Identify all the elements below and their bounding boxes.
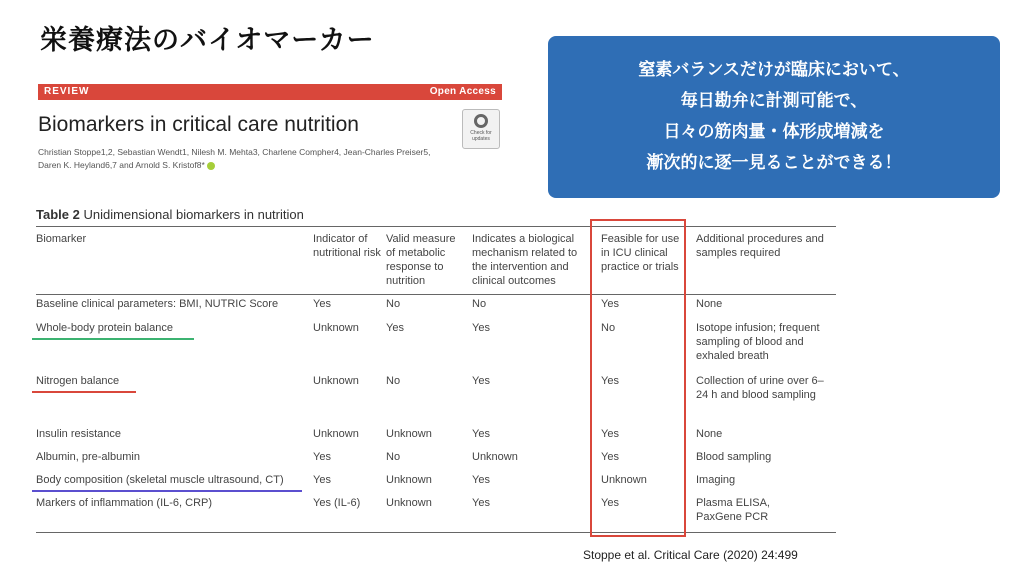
row-2-mechanism: Yes [472, 375, 490, 387]
row-0-metabolic: No [386, 298, 401, 310]
row-6-risk: Yes (IL-6) [313, 497, 361, 509]
row-4-biomarker: Albumin, pre-albumin [36, 451, 140, 463]
row-0-mechanism: No [472, 298, 487, 310]
row-2-risk: Unknown [313, 375, 359, 387]
table-caption [36, 207, 304, 222]
citation: Stoppe et al. Critical Care (2020) 24:499 [583, 548, 798, 562]
authors-line-2: Daren K. Heyland6,7 and Arnold S. Kristof8* [38, 160, 205, 170]
row-3-mechanism: Yes [472, 428, 490, 440]
article-title: Biomarkers in critical care nutrition [38, 113, 359, 136]
row-2-biomarker: Nitrogen balance [36, 375, 120, 387]
row-6-metabolic: Unknown [386, 497, 432, 509]
row-5-procedures: Imaging [696, 474, 736, 486]
authors-line-1: Christian Stoppe1,2, Sebastian Wendt1, Nilesh M. Mehta3, Charlene Compher4, Jean-Charles Preiser5, [38, 147, 431, 157]
row-3-procedures: None [696, 428, 723, 440]
update-ring-icon [474, 114, 488, 128]
row-2-metabolic: No [386, 375, 401, 387]
row-1-procedures: Isotope infusion; frequent sampling of blood and exhaled breath [696, 322, 820, 362]
row-5-biomarker: Body composition (skeletal muscle ultrasound, CT) [36, 474, 284, 486]
row-0-feasible: Yes [601, 298, 619, 310]
review-label: REVIEW [44, 86, 90, 97]
row-0-procedures: None [696, 298, 723, 310]
open-access-label: Open Access [429, 86, 496, 97]
row-1-mechanism: Yes [472, 322, 490, 334]
row-3-feasible: Yes [601, 428, 619, 440]
header-feasible-icu: Feasible for use in ICU clinical practice or trials [601, 233, 680, 273]
row-1-feasible: No [601, 322, 616, 334]
header-biomarker: Biomarker [36, 233, 87, 245]
row-2-procedures: Collection of urine over 6–24 h and blood sampling [696, 375, 824, 401]
row-0-biomarker: Baseline clinical parameters: BMI, NUTRIC Score [36, 298, 279, 310]
header-biological-mechanism: Indicates a biological mechanism related to the intervention and clinical outcomes [472, 233, 578, 287]
badge-text: Check for updates [470, 130, 492, 142]
row-1-risk: Unknown [313, 322, 359, 334]
purple-underline [32, 490, 302, 492]
row-3-metabolic: Unknown [386, 428, 432, 440]
row-4-feasible: Yes [601, 451, 619, 463]
green-underline [32, 338, 194, 340]
callout-line-3: 日々の筋肉量・体形成増減を [663, 122, 885, 142]
row-6-biomarker: Markers of inflammation (IL-6, CRP) [36, 497, 213, 509]
row-3-risk: Unknown [313, 428, 359, 440]
header-additional-procedures: Additional procedures and samples required [696, 233, 824, 259]
callout-line-1: 窒素バランスだけが臨床において、 [638, 60, 910, 80]
row-0-risk: Yes [313, 298, 331, 310]
table-number: Table 2 [36, 207, 80, 222]
row-4-risk: Yes [313, 451, 331, 463]
row-4-mechanism: Unknown [472, 451, 518, 463]
row-6-feasible: Yes [601, 497, 619, 509]
table-header-rule [36, 294, 836, 295]
author-list [38, 146, 448, 172]
row-4-procedures: Blood sampling [696, 451, 772, 463]
orcid-icon [207, 162, 215, 170]
callout-box [548, 36, 1000, 198]
callout-line-2: 毎日勘弁に計測可能で、 [680, 91, 868, 111]
check-for-updates-badge[interactable] [462, 109, 500, 149]
red-underline [32, 391, 136, 393]
row-1-metabolic: Yes [386, 322, 404, 334]
table-top-rule [36, 226, 836, 227]
row-1-biomarker: Whole-body protein balance [36, 322, 173, 334]
header-metabolic-response: Valid measure of metabolic response to nutrition [386, 233, 456, 287]
row-5-metabolic: Unknown [386, 474, 432, 486]
row-5-mechanism: Yes [472, 474, 490, 486]
row-6-mechanism: Yes [472, 497, 490, 509]
row-6-procedures: Plasma ELISA, PaxGene PCR [696, 497, 770, 523]
slide-title: 栄養療法のバイオマーカー [40, 25, 375, 56]
row-5-risk: Yes [313, 474, 331, 486]
callout-line-4: 漸次的に逐一見ることができる！ [646, 153, 902, 173]
header-nutritional-risk: Indicator of nutritional risk [313, 233, 381, 259]
table-bottom-rule [36, 532, 836, 533]
table-caption-text: Unidimensional biomarkers in nutrition [83, 207, 304, 222]
feasible-column-highlight [590, 219, 686, 537]
row-2-feasible: Yes [601, 375, 619, 387]
row-4-metabolic: No [386, 451, 401, 463]
row-3-biomarker: Insulin resistance [36, 428, 121, 440]
row-5-feasible: Unknown [601, 474, 647, 486]
review-banner [38, 84, 502, 100]
